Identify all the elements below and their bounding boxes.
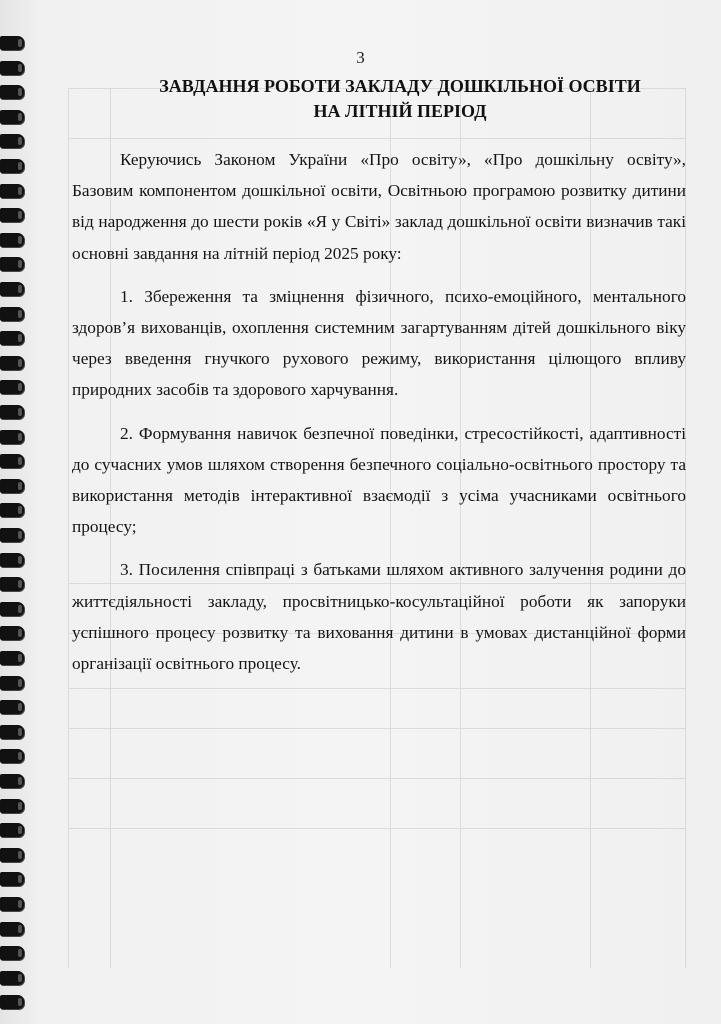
- binding-ring: [0, 799, 24, 813]
- binding-ring: [0, 553, 24, 567]
- binding-ring: [0, 479, 24, 493]
- binding-ring: [0, 897, 24, 911]
- page-title: [120, 74, 680, 124]
- binding-ring: [0, 848, 24, 862]
- binding-ring: [0, 356, 24, 370]
- binding-ring: [0, 872, 24, 886]
- binding-ring: [0, 946, 24, 960]
- binding-ring: [0, 676, 24, 690]
- binding-ring: [0, 626, 24, 640]
- binding-ring: [0, 331, 24, 345]
- binding-ring: [0, 725, 24, 739]
- binding-ring: [0, 528, 24, 542]
- binding-ring: [0, 184, 24, 198]
- binding-ring: [0, 503, 24, 517]
- binding-ring: [0, 454, 24, 468]
- spiral-binding: [0, 0, 30, 1024]
- binding-ring: [0, 922, 24, 936]
- binding-ring: [0, 749, 24, 763]
- binding-ring: [0, 85, 24, 99]
- page-number: 3: [356, 48, 365, 67]
- title-line-1: ЗАВДАННЯ РОБОТИ ЗАКЛАДУ ДОШКІЛЬНОЇ ОСВІТИ: [159, 76, 641, 96]
- binding-ring: [0, 700, 24, 714]
- binding-ring: [0, 651, 24, 665]
- binding-ring: [0, 380, 24, 394]
- document-body: [72, 144, 686, 691]
- binding-ring: [0, 110, 24, 124]
- binding-ring: [0, 577, 24, 591]
- binding-ring: [0, 405, 24, 419]
- title-line-2: НА ЛІТНІЙ ПЕРІОД: [313, 101, 487, 121]
- binding-ring: [0, 430, 24, 444]
- binding-ring: [0, 159, 24, 173]
- task-paragraph-3: 3. Посилення співпраці з батьками шляхом активного залучення родини до життєдіяльності закладу, просвітницько-косультаційної роботи як запоруки успішного процесу розвитку та виховання дитини в умовах дистанційної форми організації освітнього процесу.: [72, 560, 686, 674]
- binding-ring: [0, 282, 24, 296]
- binding-ring: [0, 602, 24, 616]
- intro-paragraph: Керуючись Законом України «Про освіту», «Про дошкільну освіту», Базовим компонентом дошкільної освіти, Освітньою програмою розвитку дитини від народження до шести років «Я у Світі» заклад дошкільної освіти визначив такі основні завдання на літній період 2025 року:: [72, 150, 686, 263]
- task-paragraph-1: 1. Збереження та зміцнення фізичного, психо-емоційного, ментального здоров’я вихованців, охоплення системним загартуванням дітей дошкільного віку через введення гнучкого рухового режиму, використання цілющого впливу природних засобів та здорового харчування.: [72, 286, 686, 400]
- binding-ring: [0, 257, 24, 271]
- task-paragraph-2: 2. Формування навичок безпечної поведінки, стресостійкості, адаптивності до сучасних умов шляхом створення безпечного соціально-освітнього простору та використання методів інтерактивної взаємодії з усіма учасниками освітнього процесу;: [72, 423, 686, 537]
- binding-ring: [0, 995, 24, 1009]
- binding-ring: [0, 233, 24, 247]
- binding-ring: [0, 971, 24, 985]
- binding-ring: [0, 208, 24, 222]
- binding-ring: [0, 307, 24, 321]
- binding-ring: [0, 823, 24, 837]
- binding-ring: [0, 774, 24, 788]
- binding-ring: [0, 134, 24, 148]
